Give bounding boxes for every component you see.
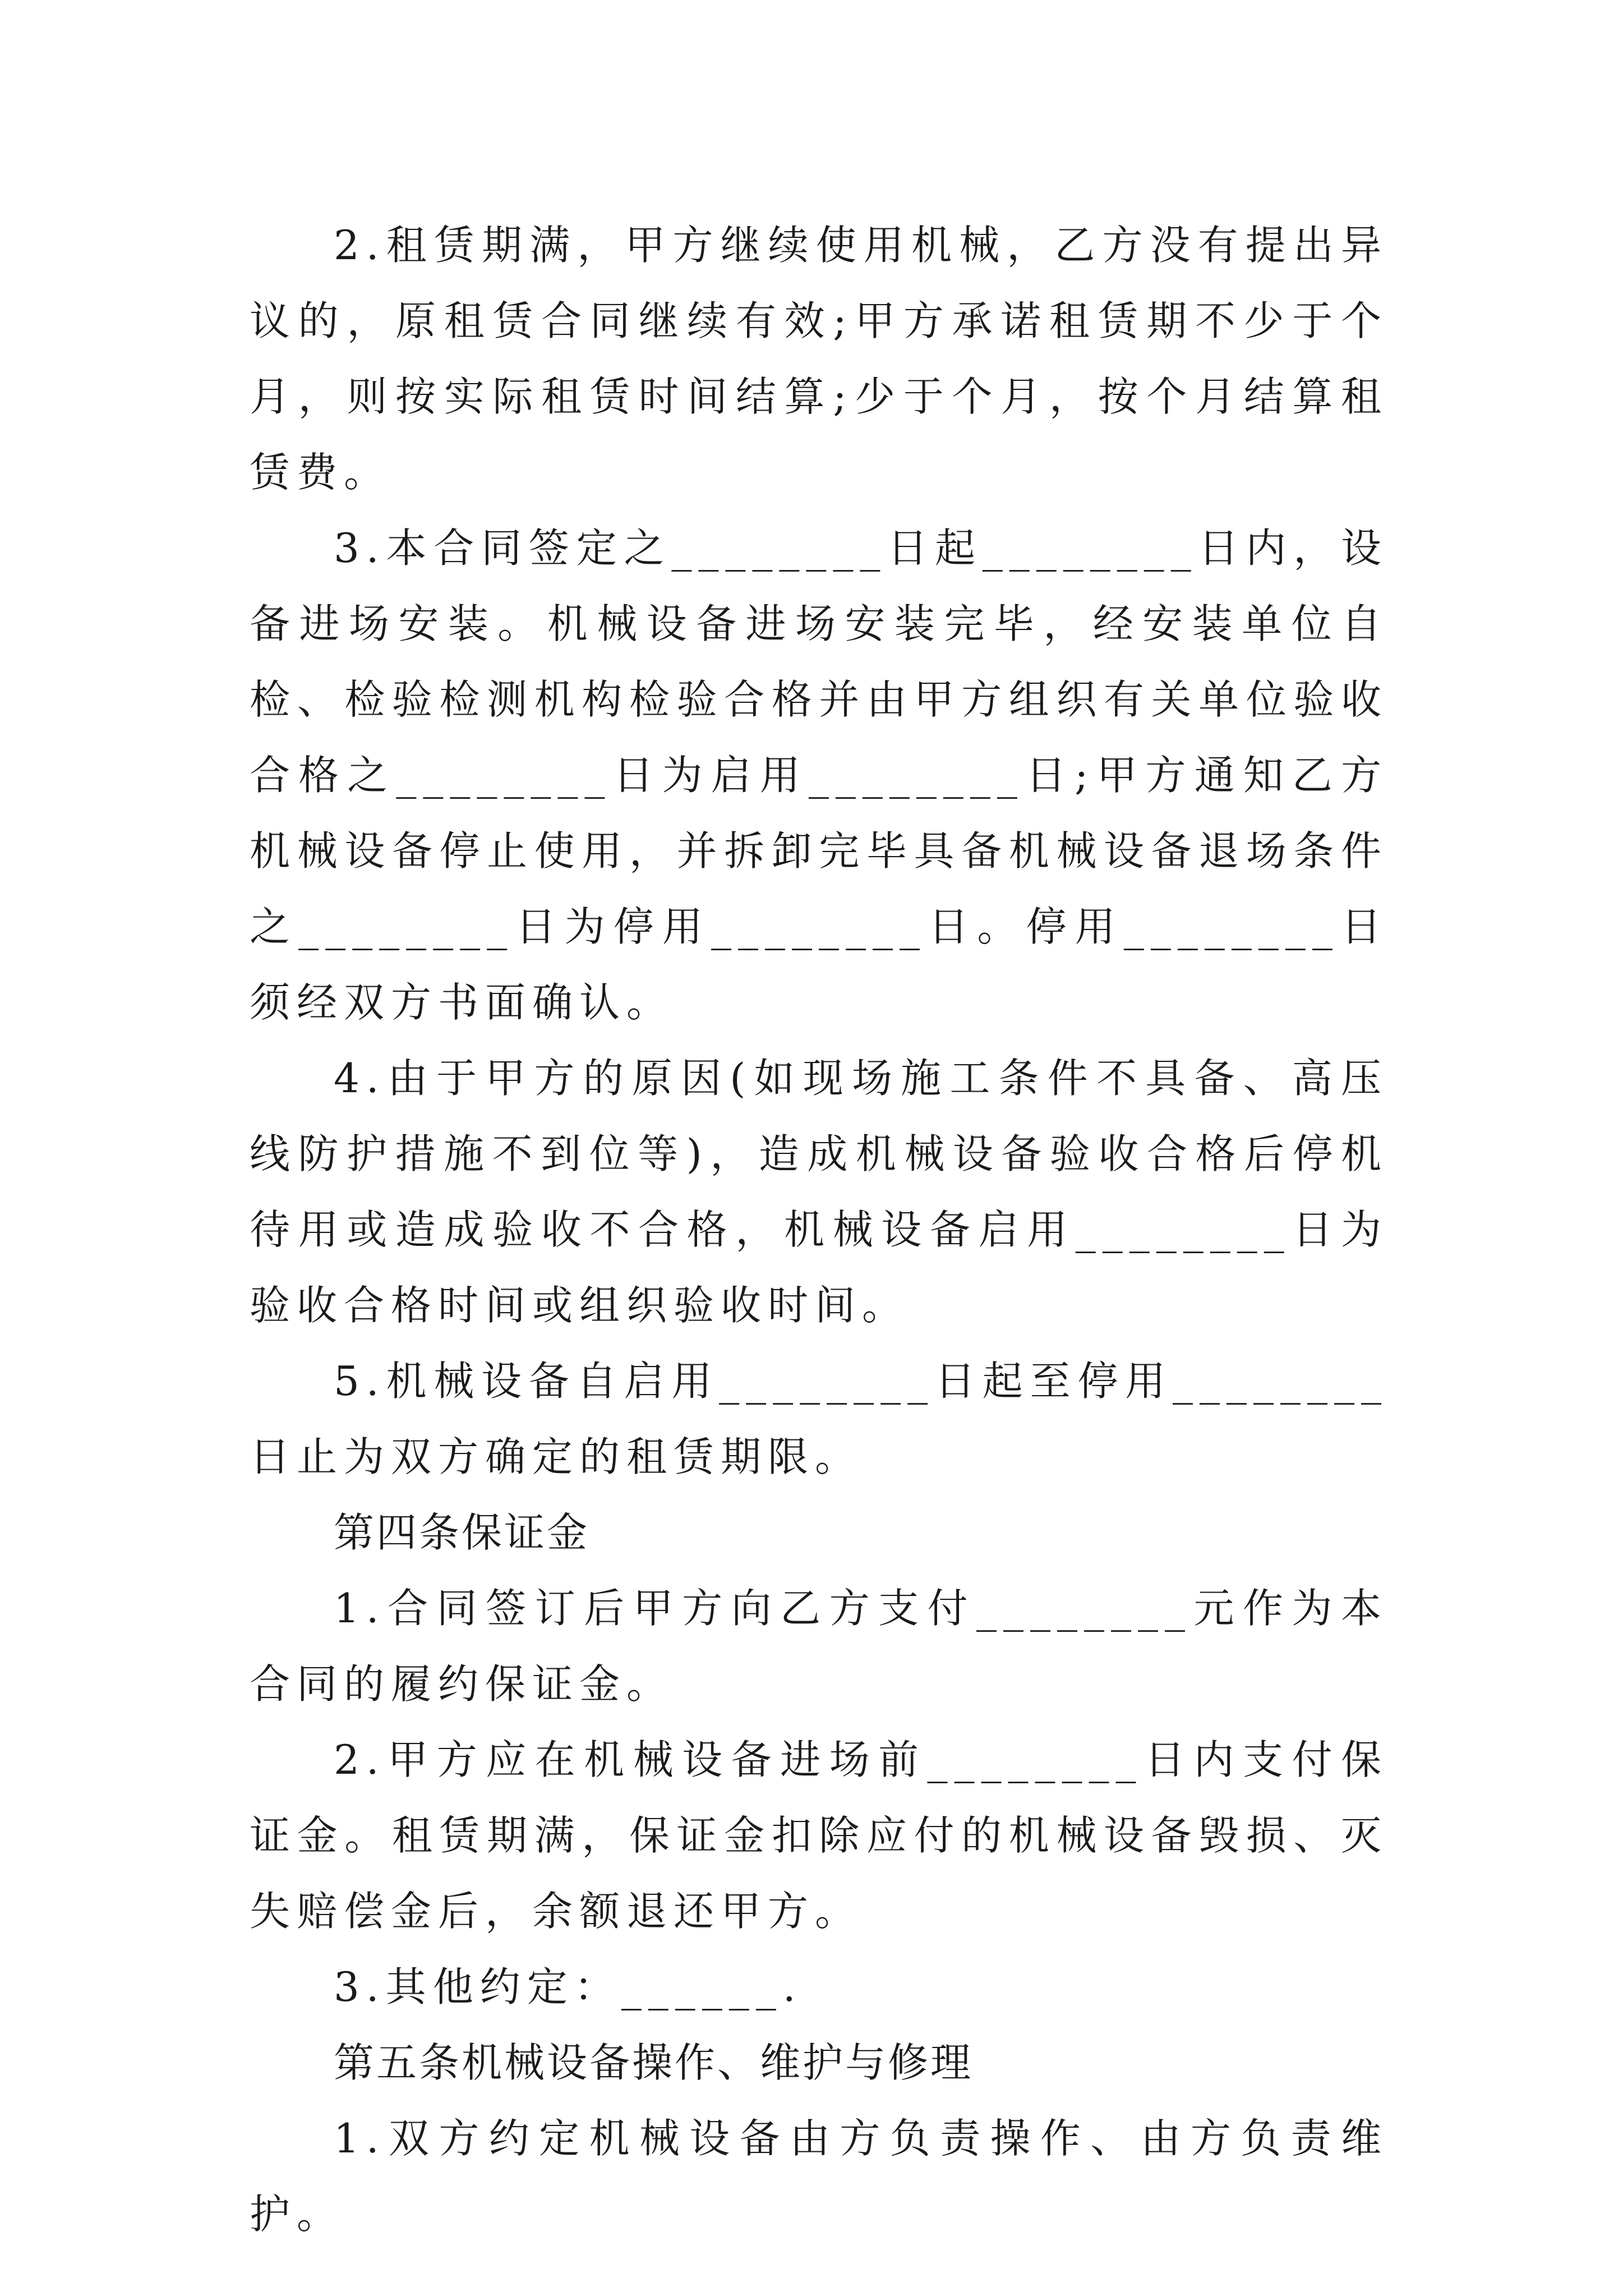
clause-paragraph: 3.其他约定：______. xyxy=(334,1963,803,2010)
clause-paragraph: 3.本合同签定之________日起________日内，设备进场安装。机械设备进场安装完毕，经安装单位自检、检验检测机构检验合格并由甲方组织有关单位验收合格之________日为启用________日;甲方通知乙方机械设备停止使用，并拆卸完毕具备机械设备退场条件之________日为停用________日。停用________日须经双方书面确认。 xyxy=(250,524,1388,1026)
contract-body xyxy=(250,208,1388,2252)
clause-paragraph: 1.合同签订后甲方向乙方支付________元作为本合同的履约保证金。 xyxy=(250,1585,1388,1708)
clause-paragraph: 4.由于甲方的原因(如现场施工条件不具备、高压线防护措施不到位等)，造成机械设备验收合格后停机待用或造成验收不合格，机械设备启用________日为验收合格时间或组织验收时间。 xyxy=(250,1055,1388,1329)
section-heading: 第四条保证金 xyxy=(334,1509,590,1556)
clause-paragraph: 2.甲方应在机械设备进场前________日内支付保证金。租赁期满，保证金扣除应付的机械设备毁损、灭失赔偿金后，余额退还甲方。 xyxy=(250,1736,1388,1935)
section-heading: 第五条机械设备操作、维护与修理 xyxy=(334,2039,974,2086)
clause-paragraph: 1.双方约定机械设备由方负责操作、由方负责维护。 xyxy=(250,2115,1388,2238)
clause-paragraph: 5.机械设备自启用________日起至停用________日止为双方确定的租赁期限。 xyxy=(250,1358,1388,1480)
clause-paragraph: 2.租赁期满，甲方继续使用机械，乙方没有提出异议的，原租赁合同继续有效;甲方承诺租赁期不少于个月，则按实际租赁时间结算;少于个月，按个月结算租赁费。 xyxy=(250,222,1388,496)
